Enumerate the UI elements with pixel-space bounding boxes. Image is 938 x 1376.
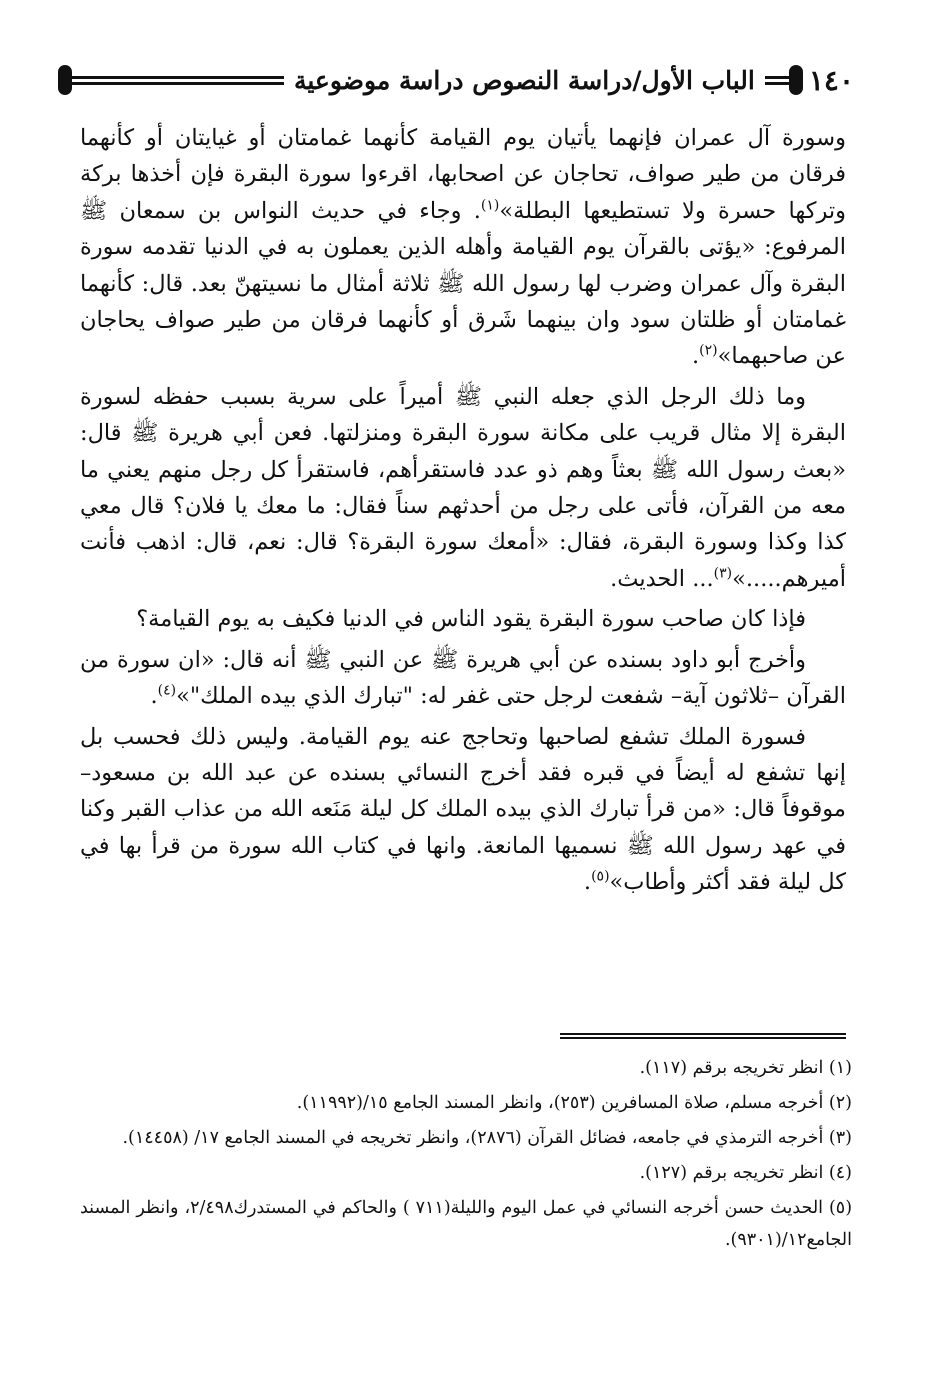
footnote-marker: (٢) bbox=[699, 342, 718, 359]
running-title: الباب الأول/دراسة النصوص دراسة موضوعية bbox=[293, 65, 755, 95]
running-header bbox=[58, 58, 854, 102]
footnote-marker: (٣) bbox=[713, 565, 733, 582]
paragraph: فسورة الملك تشفع لصاحبها وتحاجج عنه يوم القيامة. وليس ذلك فحسب بل إنها تشفع له أيضاً في قبره فقد أخرج النسائي بسنده عن عبد الله بن مسعود– موقوفاً قال: «من قرأ تبارك الذي بيده الملك كل ليلة مَنَعه الله من عذاب القبر وكنا في عهد رسول الله ﷺ نسميها المانعة. وانها في كتاب الله سورة من قرأ بها في كل ليلة فقد أكثر وأطاب»$^{(٥)}$. bbox=[80, 723, 846, 896]
header-rule-right bbox=[765, 76, 789, 85]
paragraph: وأخرج أبو داود بسنده عن أبي هريرة ﷺ عن النبي ﷺ أنه قال: «ان سورة من القرآن –ثلاثون آية– شفعت لرجل حتى غفر له: "تبارك الذي بيده الملك"»$^{(٤)}$. bbox=[80, 646, 846, 710]
footnote-separator bbox=[560, 1033, 846, 1039]
paragraph: وما ذلك الرجل الذي جعله النبي ﷺ أميراً على سرية بسبب حفظه لسورة البقرة إلا مثال قريب على مكانة سورة البقرة ومنزلتها. فعن أبي هريرة ﷺ قال: «بعث رسول الله ﷺ بعثاً وهم ذو عدد فاستقرأهم، فاستقرأ كل رجل منهم يعني ما معه من القرآن، فأتى على رجل من أحدثهم سناً فقال: ما معك يا فلان؟ قال معي كذا وكذا وسورة البقرة، فقال: «أمعك سورة البقرة؟ قال: نعم، قال: اذهب فأنت أميرهم.....»$^{(٣)}$... الحديث. bbox=[80, 383, 846, 592]
header-ornament-left bbox=[58, 65, 72, 95]
footnote-1: (١) انظر تخريجه برقم (١١٧). bbox=[639, 1058, 852, 1078]
paragraph: فإذا كان صاحب سورة البقرة يقود الناس في الدنيا فكيف به يوم القيامة؟ bbox=[136, 606, 806, 633]
paragraph: وسورة آل عمران فإنهما يأتيان يوم القيامة كأنهما غمامتان أو غيايتان أو كأنهما فرقان من طير صواف، تحاجان عن اصحابها، اقرءوا سورة البقرة فإن أخذها بركة وتركها حسرة ولا تستطيعها البطلة»$^{(١)}$. وجاء في حديث النواس بن سمعان ﷺ المرفوع: «يؤتى بالقرآن يوم القيامة وأهله الذين يعملون به في الدنيا تقدمه سورة البقرة وآل عمران وضرب لها رسول الله ﷺ ثلاثة أمثال ما نسيتهنّ بعد. قال: كأنهما غمامتان أو ظلتان سود وان بينهما شَرق أو كأنهما فرقان من طير صواف يحاجان عن صاحبهما»$^{(٢)}$. bbox=[80, 125, 846, 370]
header-rule-left bbox=[72, 76, 284, 85]
footnote-5: (٥) الحديث حسن أخرجه النسائي في عمل اليوم والليلة(٧١١ ) والحاكم في المستدرك٢/٤٩٨، وانظر المسند الجامع١٢/(٩٣٠١). bbox=[80, 1198, 853, 1250]
footnote-3: (٣) أخرجه الترمذي في جامعه، فضائل القرآن (٢٨٧٦)، وانظر تخريجه في المسند الجامع ١٧/ (١٤٤٥٨). bbox=[122, 1128, 852, 1148]
footnotes bbox=[80, 1052, 852, 1259]
footnote-2: (٢) أخرجه مسلم، صلاة المسافرين (٢٥٣)، وانظر المسند الجامع ١٥/(١١٩٩٢). bbox=[296, 1093, 852, 1113]
footnote-marker: (١) bbox=[480, 197, 500, 214]
main-text bbox=[80, 120, 846, 905]
footnote-4: (٤) انظر تخريجه برقم (١٢٧). bbox=[639, 1163, 852, 1183]
footnote-marker: (٥) bbox=[591, 868, 610, 885]
header-ornament-right bbox=[789, 65, 803, 95]
footnote-marker: (٤) bbox=[157, 682, 177, 699]
page-number: ١٤٠ bbox=[808, 63, 854, 97]
